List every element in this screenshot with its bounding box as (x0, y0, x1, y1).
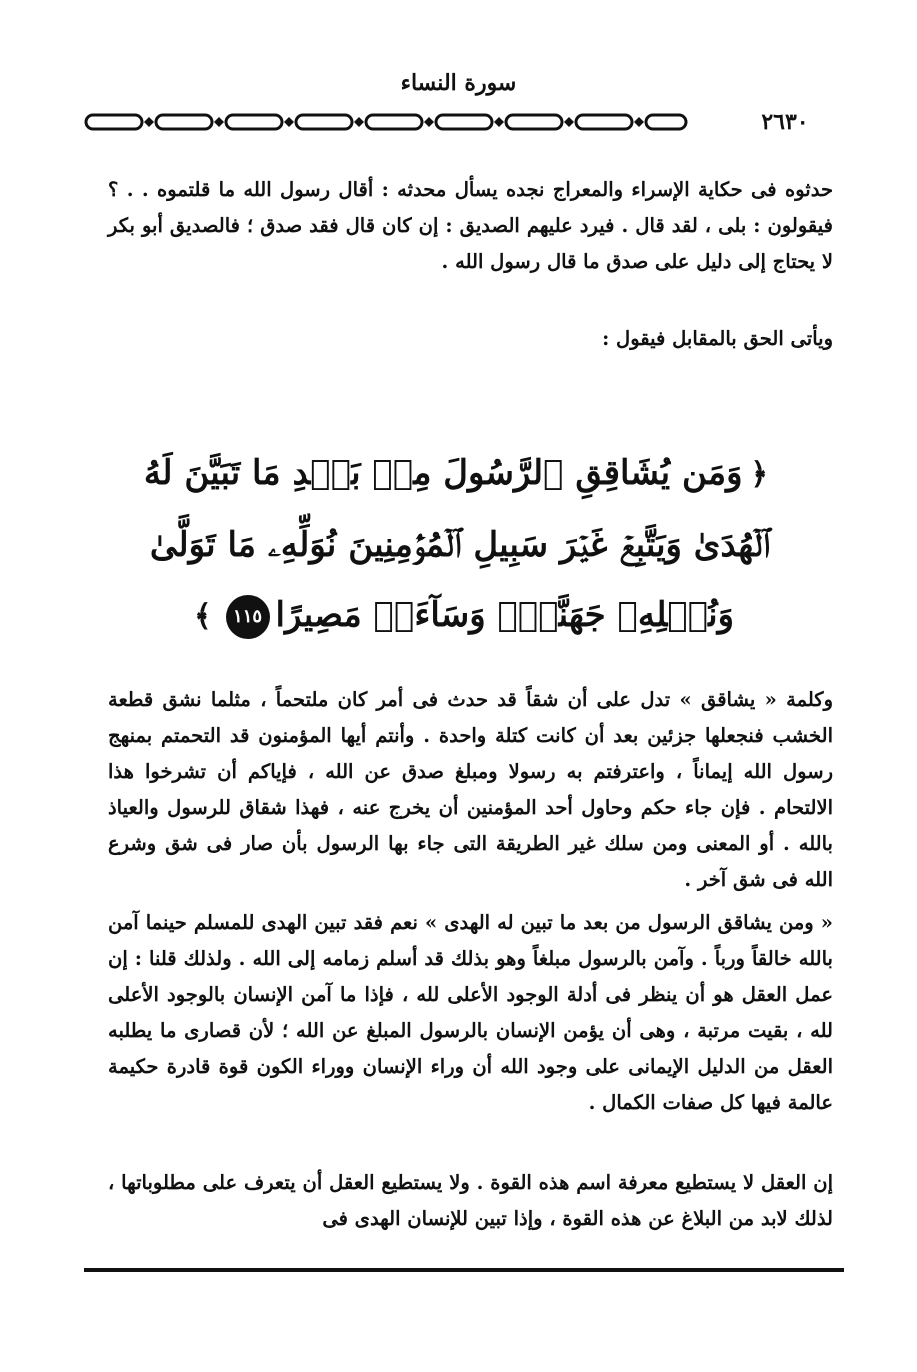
verse-line-2: ٱلۡهُدَىٰ وَيَتَّبِعۡ غَيۡرَ سَبِيلِ ٱلۡمُؤۡمِنِينَ نُوَلِّهِۦ مَا تَوَلَّىٰ (149, 525, 771, 565)
body-paragraph-3: وكلمة « يشاقق » تدل على أن شقاً قد حدث فى أمر كان ملتحماً ، مثلما نشق قطعة الخشب فنجعلها جزئين بعد أن كانت كتلة واحدة . وأنتم أيها المؤمنون قد التحمتم بمنهج رسول الله إيماناً ، واعترفتم به رسولا ومبلغ صدق عن الله ، فإياكم أن تشرخوا هذا الالتحام . فإن جاء حكم وحاول أحد المؤمنين أن يخرج عنه ، فهذا شقاق للرسول والعياذ بالله . أو المعنى ومن سلك غير الطريقة التى جاء بها الرسول بأن صار فى شق وشرع الله فى شق آخر . (108, 688, 833, 891)
verse-close-bracket: ﴾ (193, 599, 212, 634)
body-paragraph-5: إن العقل لا يستطيع معرفة اسم هذه القوة . ولا يستطيع العقل أن يتعرف على مطلوباتها ، لذلك لابد من البلاغ عن هذه القوة ، وإذا تبين للإنسان الهدى فى (108, 1171, 833, 1230)
header-ornament-border (84, 108, 833, 136)
verse-line-3 (140, 580, 780, 652)
bottom-rule-divider (84, 1268, 844, 1272)
body-paragraph-1: حدثوه فى حكاية الإسراء والمعراج نجده يسأل محدثه : أقال رسول الله ما قلتموه . . ؟ فيقولون : بلى ، لقد قال . فيرد عليهم الصديق : إن كان قال فقد صدق ؛ فالصديق أبو بكر لا يحتاج إلى دليل على صدق ما قال رسول الله . (108, 178, 833, 273)
body-paragraph-4: « ومن يشاقق الرسول من بعد ما تبين له الهدى » نعم فقد تبين الهدى للمسلم حينما آمن بالله خالقاً ورباً . وآمن بالرسول مبلغاً وهو بذلك قد أسلم زمامه إلى الله . ولذلك قلنا : إن عمل العقل هو أن ينظر فى أدلة الوجود الأعلى لله ، فإذا ما آمن الإنسان بالوجود الأعلى لله ، بقيت مرتبة ، وهى أن يؤمن الإنسان بالرسول المبلغ عن الله ؛ لأن قصارى ما يطلبه العقل من الدليل الإيمانى على وجود الله أن وراء الإنسان ووراء الكون قوة قادرة حكيمة عالمة فيها كل صفات الكمال . (108, 911, 834, 1114)
verse-open-bracket: ﴿ (750, 457, 769, 492)
page-number: ٢٦٣٠ (737, 108, 833, 136)
verse-line-1 (140, 438, 780, 510)
verse-line-1-text: وَمَن يُشَاقِقِ ٱلرَّسُولَ مِنۢ بَعۡدِ مَا تَبَيَّنَ لَهُ (143, 453, 743, 493)
verse-line-3-text: وَنُصۡلِهِۦ جَهَنَّمَۖ وَسَآءَتۡ مَصِيرًا (275, 595, 735, 635)
ayah-number-badge: ١١٥ (226, 595, 270, 639)
surah-name-heading: سورة النساء (400, 70, 517, 96)
body-paragraph-2: ويأتى الحق بالمقابل فيقول : (602, 327, 833, 350)
quran-verse (140, 438, 780, 652)
